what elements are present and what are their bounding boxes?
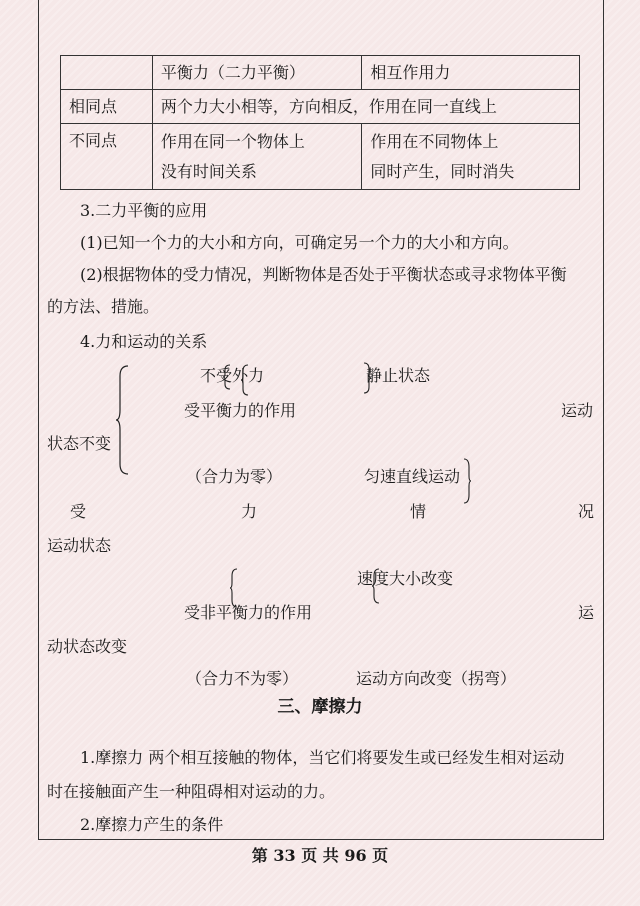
diagram-text: 匀速直线运动	[364, 467, 461, 486]
table-cell	[61, 56, 153, 90]
diagram-text: 受平衡力的作用	[184, 401, 297, 420]
diagram-text: 运动	[561, 401, 594, 420]
paragraph: 的方法、措施。	[47, 297, 160, 316]
table-cell: 不同点	[61, 124, 153, 190]
diagram-text: 受	[70, 502, 87, 521]
table-cell: 相同点	[61, 90, 153, 124]
diagram-text: 动状态改变	[47, 637, 128, 656]
diagram-text: 速度大小改变	[357, 569, 454, 588]
diagram-text: （合力不为零）	[186, 669, 299, 688]
left-brace-icon	[229, 568, 239, 608]
table-cell: 相互作用力	[362, 56, 580, 90]
table-row	[61, 90, 580, 124]
table-row	[61, 124, 580, 190]
table-cell: 平衡力（二力平衡）	[152, 56, 362, 90]
cell-line: 没有时间关系	[160, 161, 257, 181]
table-cell	[152, 124, 362, 190]
paragraph: (1)已知一个力的大小和方向，可确定另一个力的大小和方向。	[80, 233, 519, 252]
diagram-text: （合力为零）	[186, 467, 283, 486]
diagram-text: 静止状态	[366, 366, 431, 385]
diagram-text: 运	[578, 603, 595, 622]
paragraph: 时在接触面产生一种阻碍相对运动的力。	[47, 782, 336, 801]
paragraph: 1.摩擦力 两个相互接触的物体，当它们将要发生或已经发生相对运动	[80, 748, 565, 767]
comparison-table	[60, 55, 580, 190]
paragraph: (2)根据物体的受力情况，判断物体是否处于平衡状态或寻求物体平衡	[80, 265, 567, 284]
table-cell: 两个力大小相等，方向相反，作用在同一直线上	[152, 90, 579, 124]
cell-line: 同时产生，同时消失	[370, 161, 515, 181]
right-brace-icon	[462, 458, 472, 504]
diagram-text: 运动方向改变（拐弯）	[356, 669, 517, 688]
table-cell	[362, 124, 580, 190]
section-title: 3.二力平衡的应用	[80, 201, 208, 220]
diagram-text: 不受外力	[200, 366, 265, 385]
diagram-text: 受非平衡力的作用	[184, 603, 313, 622]
diagram-text: 况	[578, 502, 595, 521]
section-heading: 三、摩擦力	[277, 697, 363, 717]
paragraph: 2.摩擦力产生的条件	[80, 815, 224, 834]
diagram-text: 情	[410, 502, 427, 521]
diagram-text: 力	[241, 502, 258, 521]
left-brace-icon	[115, 364, 131, 476]
diagram-text: 状态不变	[47, 434, 112, 453]
page-footer: 第 33 页 共 96 页	[251, 846, 389, 865]
cell-line: 作用在不同物体上	[370, 131, 499, 151]
cell-line: 作用在同一个物体上	[160, 131, 305, 151]
diagram-text: 运动状态	[47, 536, 112, 555]
table-row	[61, 56, 580, 90]
section-title: 4.力和运动的关系	[80, 332, 208, 351]
